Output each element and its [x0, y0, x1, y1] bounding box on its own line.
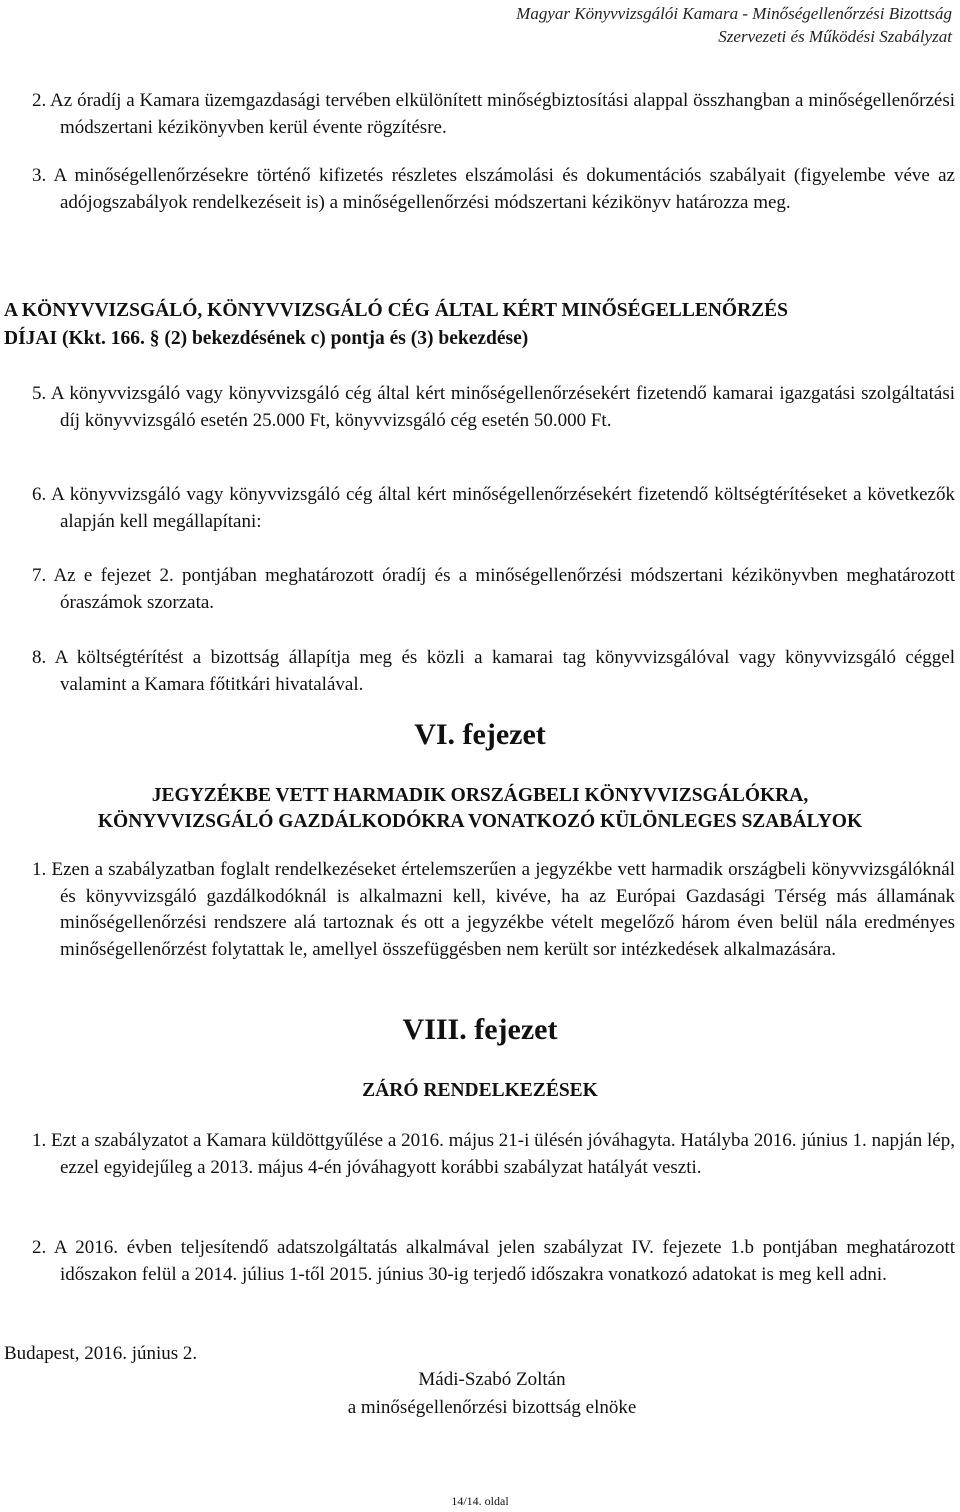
- header-line-1: Magyar Könyvvizsgálói Kamara - Minőségellenőrzési Bizottság: [516, 4, 952, 23]
- signatory-name: Mádi-Szabó Zoltán: [418, 1369, 566, 1390]
- chapter-vi-subtitle-line-1: JEGYZÉKBE VETT HARMADIK ORSZÁGBELI KÖNYVVIZSGÁLÓKRA,: [151, 785, 809, 806]
- paragraph-5: 5. A könyvvizsgáló vagy könyvvizsgáló cég által kért minőségellenőrzésekért fizetendő kamarai igazgatási szolgáltatási díj könyvvizsgáló esetén 25.000 Ft, könyvvizsgáló cég esetén 50.000 Ft.: [32, 383, 955, 431]
- paragraph-8: 8. A költségtérítést a bizottság állapítja meg és közli a kamarai tag könyvvizsgálóval vagy könyvvizsgáló céggel valamint a Kamara főtitkári hivatalával.: [32, 647, 955, 695]
- signatory-title: a minőségellenőrzési bizottság elnöke: [347, 1397, 637, 1418]
- header-line-2: Szervezeti és Működési Szabályzat: [718, 27, 952, 46]
- chapter-vi-subtitle-line-2: KÖNYVVIZSGÁLÓ GAZDÁLKODÓKRA VONATKOZÓ KÜLÖNLEGES SZABÁLYOK: [97, 811, 863, 832]
- page-number: 14/14. oldal: [451, 1494, 509, 1508]
- paragraph-6: 6. A könyvvizsgáló vagy könyvvizsgáló cég által kért minőségellenőrzésekért fizetendő költségtérítéseket a következők alapján kell megállapítani:: [32, 484, 955, 532]
- fee-heading-line-2: DÍJAI (Kkt. 166. § (2) bekezdésének c) pontja és (3) bekezdése): [4, 328, 529, 349]
- chapter-viii-title: VIII. fejezet: [402, 1013, 558, 1046]
- paragraph-3: 3. A minőségellenőrzésekre történő kifizetés részletes elszámolási és dokumentációs szabályait (figyelembe véve az adójogszabályok rendelkezéseit is) a minőségellenőrzési módszertani kézikönyv határozza meg.: [32, 165, 955, 213]
- signature-block: [0, 1366, 960, 1422]
- chapter-vi-title: VI. fejezet: [414, 718, 546, 751]
- chapter-vi-subtitle: [0, 783, 960, 835]
- fee-heading-line-1: A KÖNYVVIZSGÁLÓ, KÖNYVVIZSGÁLÓ CÉG ÁLTAL KÉRT MINŐSÉGELLENŐRZÉS: [4, 300, 789, 321]
- paragraph-7: 7. Az e fejezet 2. pontjában meghatározott óradíj és a minőségellenőrzési módszertani kézikönyvben meghatározott óraszámok szorzata.: [32, 565, 955, 613]
- chapter-viii-paragraph-2: 2. A 2016. évben teljesítendő adatszolgáltatás alkalmával jelen szabályzat IV. fejezete 1.b pontjában meghatározott időszakon felül a 2014. július 1-től 2015. június 30-ig terjedő időszakra vonatkozó adatokat is meg kell adni.: [32, 1237, 955, 1285]
- fee-section-heading: [4, 297, 955, 353]
- paragraph-2: 2. Az óradíj a Kamara üzemgazdasági tervében elkülönített minőségbiztosítási alappal összhangban a minőségellenőrzési módszertani kézikönyvben kerül évente rögzítésre.: [32, 90, 955, 138]
- place-and-date: Budapest, 2016. június 2.: [4, 1343, 198, 1364]
- chapter-viii-subtitle: ZÁRÓ RENDELKEZÉSEK: [362, 1080, 598, 1101]
- document-header: [516, 2, 952, 48]
- chapter-viii-paragraph-1: 1. Ezt a szabályzatot a Kamara küldöttgyűlése a 2016. május 21-i ülésén jóváhagyta. Hatályba 2016. június 1. napján lép, ezzel egyidejűleg a 2013. május 4-én jóváhagyott korábbi szabályzat hatályát veszti.: [32, 1130, 955, 1178]
- chapter-vi-paragraph-1: 1. Ezen a szabályzatban foglalt rendelkezéseket értelemszerűen a jegyzékbe vett harmadik országbeli könyvvizsgálóknál és könyvvizsgáló gazdálkodóknál is alkalmazni kell, kivéve, ha az Európai Gazdasági Térség más államának minőségellenőrzési rendszere alá tartoznak és ott a jegyzékbe vételt megelőző három éven belül nála eredményes minőségellenőrzést folytattak le, amellyel összefüggésben nem került sor intézkedések alkalmazására.: [32, 859, 955, 960]
